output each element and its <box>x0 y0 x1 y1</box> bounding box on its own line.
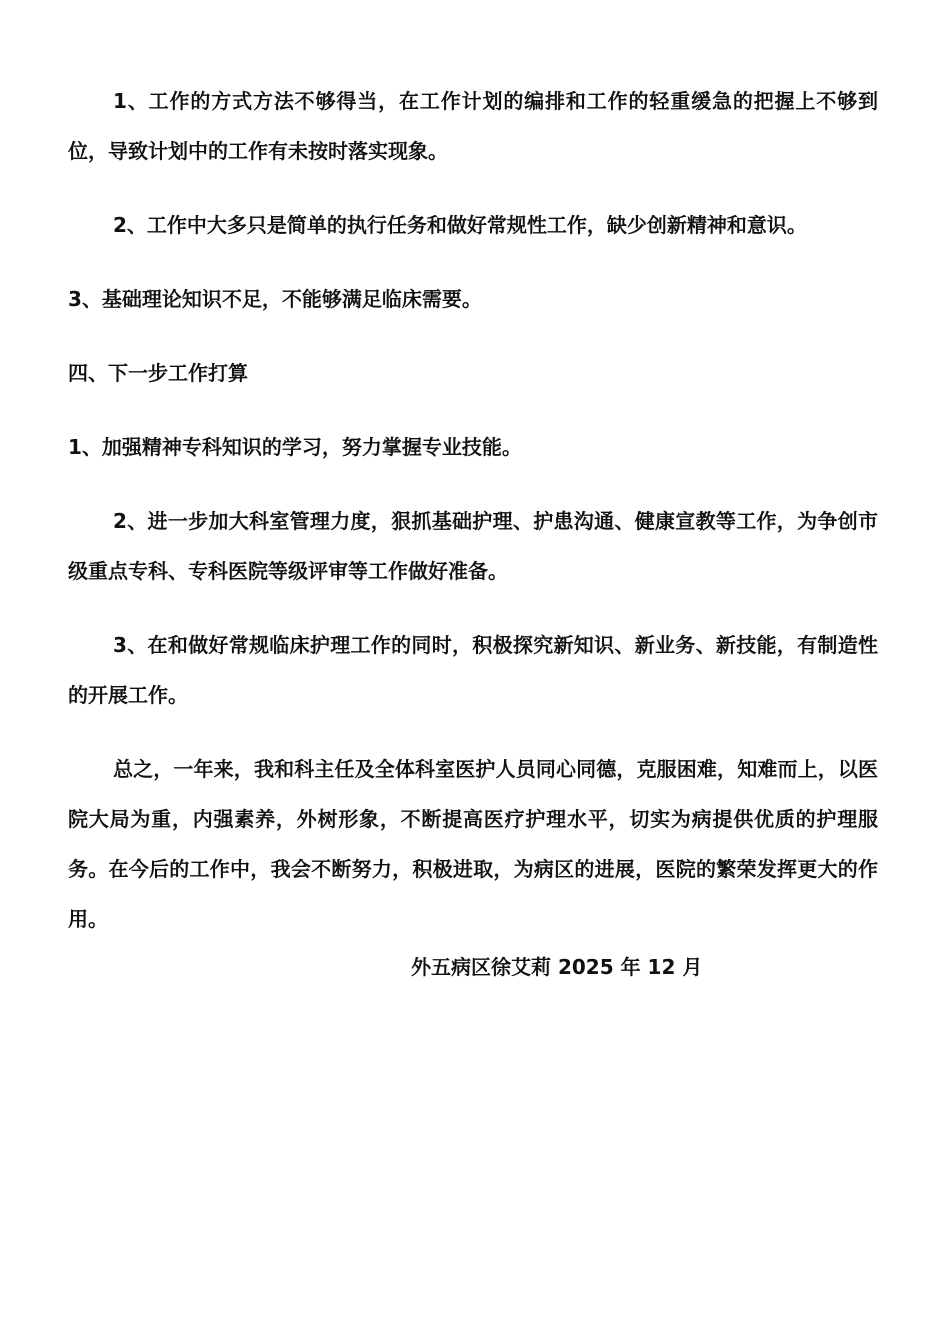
paragraph-plan-1: 1、加强精神专科知识的学习，努力掌握专业技能。 <box>68 435 522 459</box>
document-body <box>68 76 878 992</box>
signature-line: 外五病区徐艾莉 2025 年 12 月 <box>411 955 703 979</box>
paragraph-conclusion: 总之，一年来，我和科主任及全体科室医护人员同心同德，克服困难，知难而上，以医院大局为重，内强素养，外树形象，不断提高医疗护理水平，切实为病提供优质的护理服务。在今后的工作中，我会不断努力，积极进取，为病区的进展，医院的繁荣发挥更大的作用。 <box>68 757 878 931</box>
paragraph-shortcoming-3: 3、基础理论知识不足，不能够满足临床需要。 <box>68 287 482 311</box>
section-heading-next-steps: 四、下一步工作打算 <box>68 361 248 385</box>
paragraph-shortcoming-2: 2、工作中大多只是简单的执行任务和做好常规性工作，缺少创新精神和意识。 <box>113 213 807 237</box>
paragraph-plan-2: 2、进一步加大科室管理力度，狠抓基础护理、护患沟通、健康宣教等工作，为争创市级重点专科、专科医院等级评审等工作做好准备。 <box>68 509 878 583</box>
paragraph-plan-3: 3、在和做好常规临床护理工作的同时，积极探究新知识、新业务、新技能，有制造性的开展工作。 <box>68 633 878 707</box>
paragraph-shortcoming-1: 1、工作的方式方法不够得当，在工作计划的编排和工作的轻重缓急的把握上不够到位，导致计划中的工作有未按时落实现象。 <box>68 89 878 163</box>
